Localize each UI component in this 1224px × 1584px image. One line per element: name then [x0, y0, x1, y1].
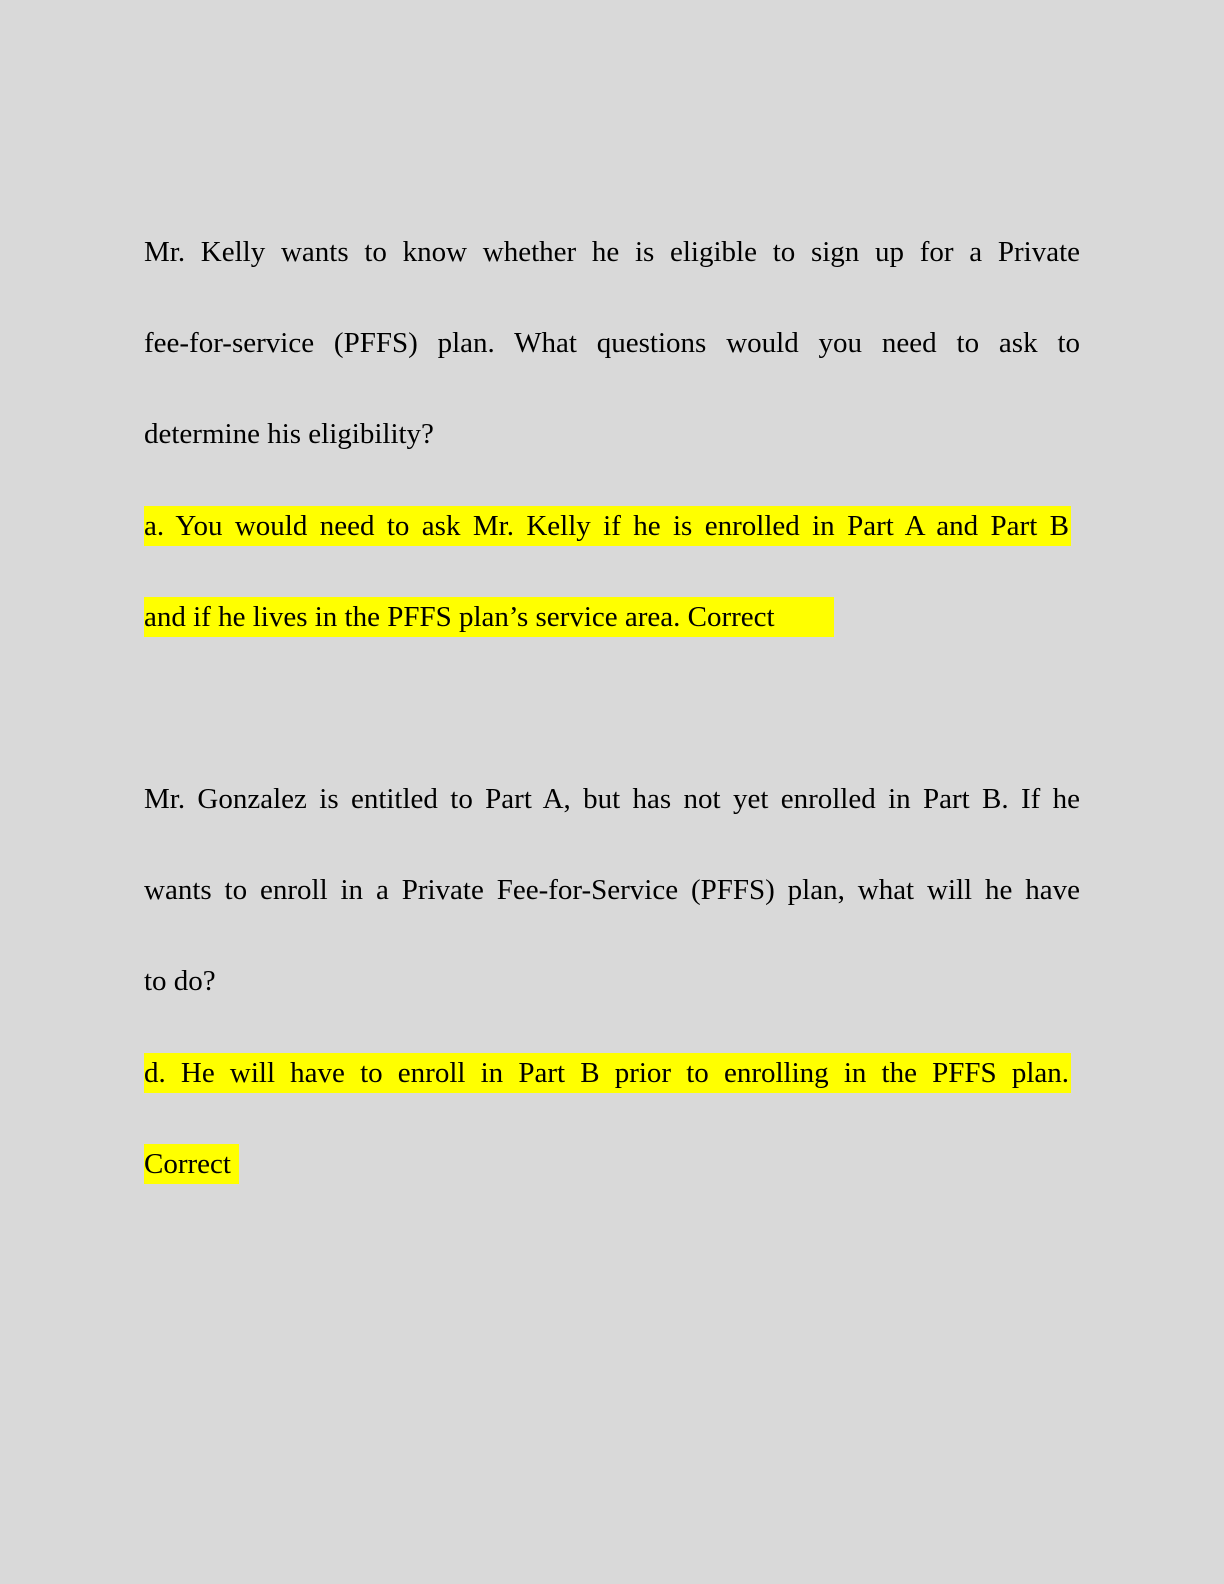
question-2-line-1: Mr. Gonzalez is entitled to Part A, but has not yet enrolled in Part B. If he	[144, 783, 1080, 815]
question-1-line-1: Mr. Kelly wants to know whether he is eligible to sign up for a Private	[144, 236, 1080, 268]
question-1-line-2: fee-for-service (PFFS) plan. What questions would you need to ask to	[144, 327, 1080, 359]
answer-1-line-1: a. You would need to ask Mr. Kelly if he is enrolled in Part A and Part B	[144, 510, 1069, 542]
answer-1-line-2: and if he lives in the PFFS plan’s service area. Correct	[144, 601, 775, 633]
answer-2-line-1: d. He will have to enroll in Part B prior to enrolling in the PFFS plan.	[144, 1057, 1069, 1089]
question-2-line-2: wants to enroll in a Private Fee-for-Service (PFFS) plan, what will he have	[144, 874, 1080, 906]
question-2-line-3: to do?	[144, 965, 216, 997]
answer-2-line-2: Correct	[144, 1148, 231, 1180]
question-1-line-3: determine his eligibility?	[144, 418, 434, 450]
